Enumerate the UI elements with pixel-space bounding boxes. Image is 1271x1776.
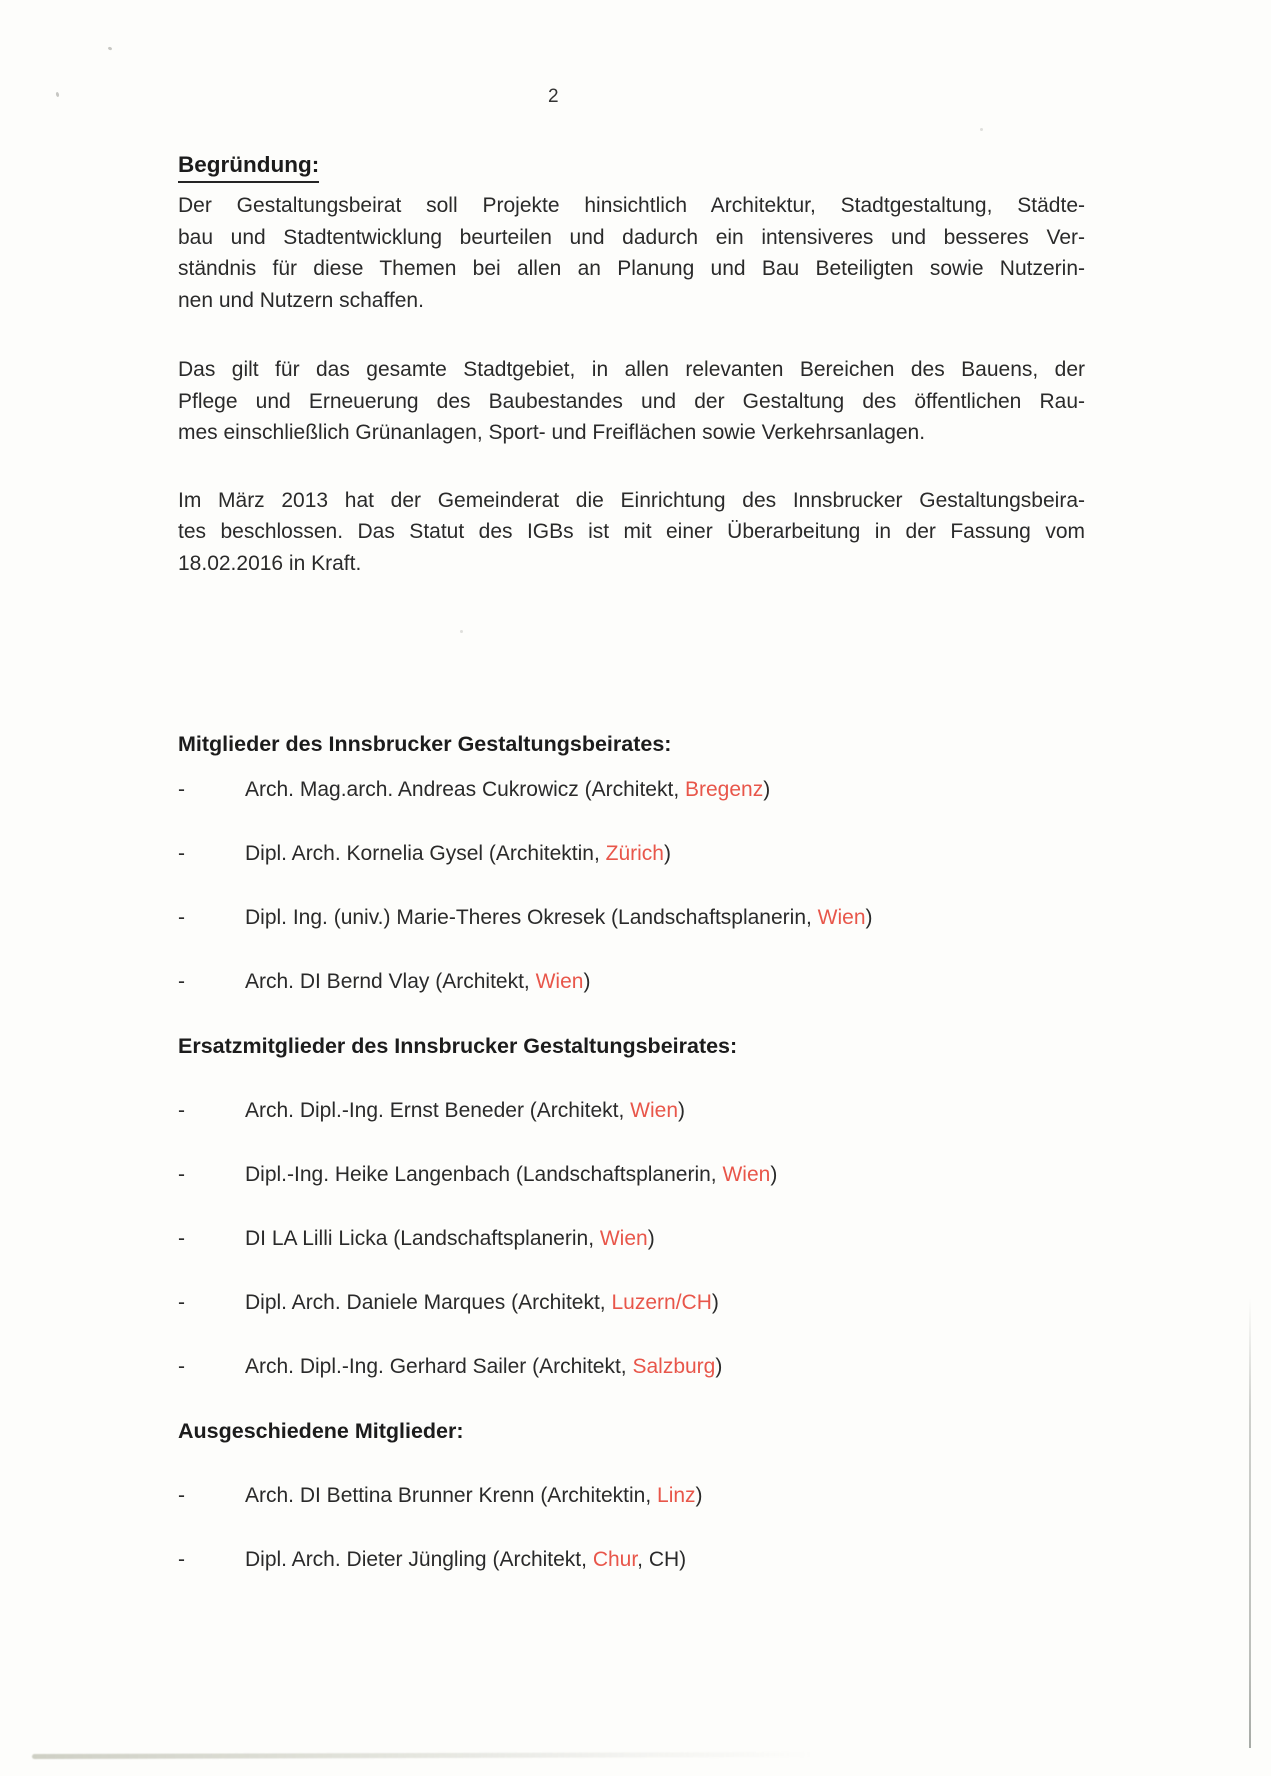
- paragraph-line: mes einschließlich Grünanlagen, Sport- und Freiflächen sowie Verkehrsanlagen.: [178, 421, 926, 444]
- paragraph-line: Pflege und Erneuerung des Baubestandes und der Gestaltung des öffentlichen Rau-: [178, 389, 1085, 413]
- member-row: [178, 775, 1085, 804]
- member-city: Bregenz: [685, 778, 764, 801]
- member-text: Arch. DI Bettina Brunner Krenn (Architektin, Linz): [245, 1484, 703, 1507]
- page-number: 2: [548, 86, 559, 107]
- member-city: Linz: [657, 1484, 696, 1507]
- paragraph-line: ständnis für diese Themen bei allen an Planung und Bau Beteiligten sowie Nutzerin-: [178, 257, 1085, 280]
- bullet-dash: -: [178, 1355, 185, 1378]
- member-text: Dipl. Arch. Kornelia Gysel (Architektin, Zürich): [245, 842, 671, 865]
- member-city: Wien: [599, 1227, 648, 1250]
- member-text: Dipl. Arch. Daniele Marques (Architekt, Luzern/CH): [245, 1291, 719, 1314]
- member-city: Luzern/CH: [611, 1291, 712, 1314]
- paragraph: [178, 485, 1085, 580]
- bullet-dash: -: [178, 778, 185, 801]
- member-section: [178, 1031, 1085, 1381]
- bullet-dash: -: [178, 1227, 185, 1250]
- section-heading: Ersatzmitglieder des Innsbrucker Gestaltungsbeirates:: [178, 1034, 738, 1058]
- member-text: Dipl. Arch. Dieter Jüngling (Architekt, Chur, CH): [245, 1548, 687, 1571]
- member-city: Wien: [535, 970, 584, 993]
- scan-speck: [55, 92, 59, 98]
- bullet-dash: -: [178, 1548, 185, 1571]
- member-row: [178, 1224, 1085, 1253]
- paragraph: [178, 190, 1085, 316]
- member-text: Dipl. Ing. (univ.) Marie-Theres Okresek (Landschaftsplanerin, Wien): [245, 906, 873, 929]
- paragraph-line: Das gilt für das gesamte Stadtgebiet, in allen relevanten Bereichen des Bauens, der: [178, 358, 1085, 381]
- member-row: [178, 967, 1085, 996]
- document-content: [178, 0, 1085, 1609]
- member-row: [178, 1352, 1085, 1381]
- scan-speck: [460, 630, 463, 633]
- member-city: Chur: [592, 1548, 638, 1571]
- bullet-dash: -: [178, 1099, 185, 1122]
- bullet-dash: -: [178, 1484, 185, 1507]
- member-text: Arch. DI Bernd Vlay (Architekt, Wien): [245, 970, 591, 993]
- member-text: Dipl.-Ing. Heike Langenbach (Landschaftsplanerin, Wien): [245, 1163, 778, 1186]
- paragraph-line: nen und Nutzern schaffen.: [178, 288, 424, 312]
- member-text: Arch. Dipl.-Ing. Ernst Beneder (Architekt, Wien): [245, 1099, 686, 1122]
- vertical-spacer: [178, 579, 1085, 729]
- member-row: [178, 1160, 1085, 1189]
- member-sections: [178, 729, 1085, 1574]
- paragraph-line: 18.02.2016 in Kraft.: [178, 551, 362, 575]
- scan-speck: [980, 128, 983, 131]
- bullet-dash: -: [178, 970, 185, 993]
- paragraph-line: bau und Stadtentwicklung beurteilen und dadurch ein intensiveres und besseres Ver-: [178, 225, 1085, 249]
- section-heading: Ausgeschiedene Mitglieder:: [178, 1419, 464, 1443]
- member-city: Salzburg: [632, 1355, 716, 1378]
- bullet-dash: -: [178, 1163, 185, 1186]
- member-row: [178, 1545, 1085, 1574]
- scan-speck: [108, 46, 113, 50]
- member-city: Wien: [722, 1163, 771, 1186]
- member-city: Wien: [817, 906, 866, 929]
- paragraph-line: tes beschlossen. Das Statut des IGBs ist mit einer Überarbeitung in der Fassung vom: [178, 520, 1085, 543]
- scan-smudge-artifact: [32, 1752, 812, 1759]
- section-heading: Mitglieder des Innsbrucker Gestaltungsbeirates:: [178, 732, 672, 756]
- member-row: [178, 903, 1085, 932]
- paragraph-line: Der Gestaltungsbeirat soll Projekte hinsichtlich Architektur, Stadtgestaltung, Städte-: [178, 194, 1085, 217]
- bullet-dash: -: [178, 842, 185, 865]
- member-row: [178, 1481, 1085, 1510]
- scan-line-artifact: [1249, 1298, 1251, 1748]
- member-row: [178, 839, 1085, 868]
- member-row: [178, 1096, 1085, 1125]
- member-city: Wien: [630, 1099, 679, 1122]
- document-heading: [178, 150, 1085, 183]
- document-heading-text: Begründung:: [178, 150, 319, 183]
- member-section: [178, 729, 1085, 996]
- member-text: Arch. Mag.arch. Andreas Cukrowicz (Architekt, Bregenz): [245, 778, 771, 801]
- member-section: [178, 1416, 1085, 1574]
- member-text: Arch. Dipl.-Ing. Gerhard Sailer (Architekt, Salzburg): [245, 1355, 723, 1378]
- member-city: Zürich: [605, 842, 664, 865]
- member-row: [178, 1288, 1085, 1317]
- paragraph: [178, 354, 1085, 449]
- bullet-dash: -: [178, 1291, 185, 1314]
- bullet-dash: -: [178, 906, 185, 929]
- member-text: DI LA Lilli Licka (Landschaftsplanerin, Wien): [245, 1227, 655, 1250]
- body-paragraphs: [178, 190, 1085, 579]
- paragraph-line: Im März 2013 hat der Gemeinderat die Einrichtung des Innsbrucker Gestaltungsbeira-: [178, 488, 1085, 512]
